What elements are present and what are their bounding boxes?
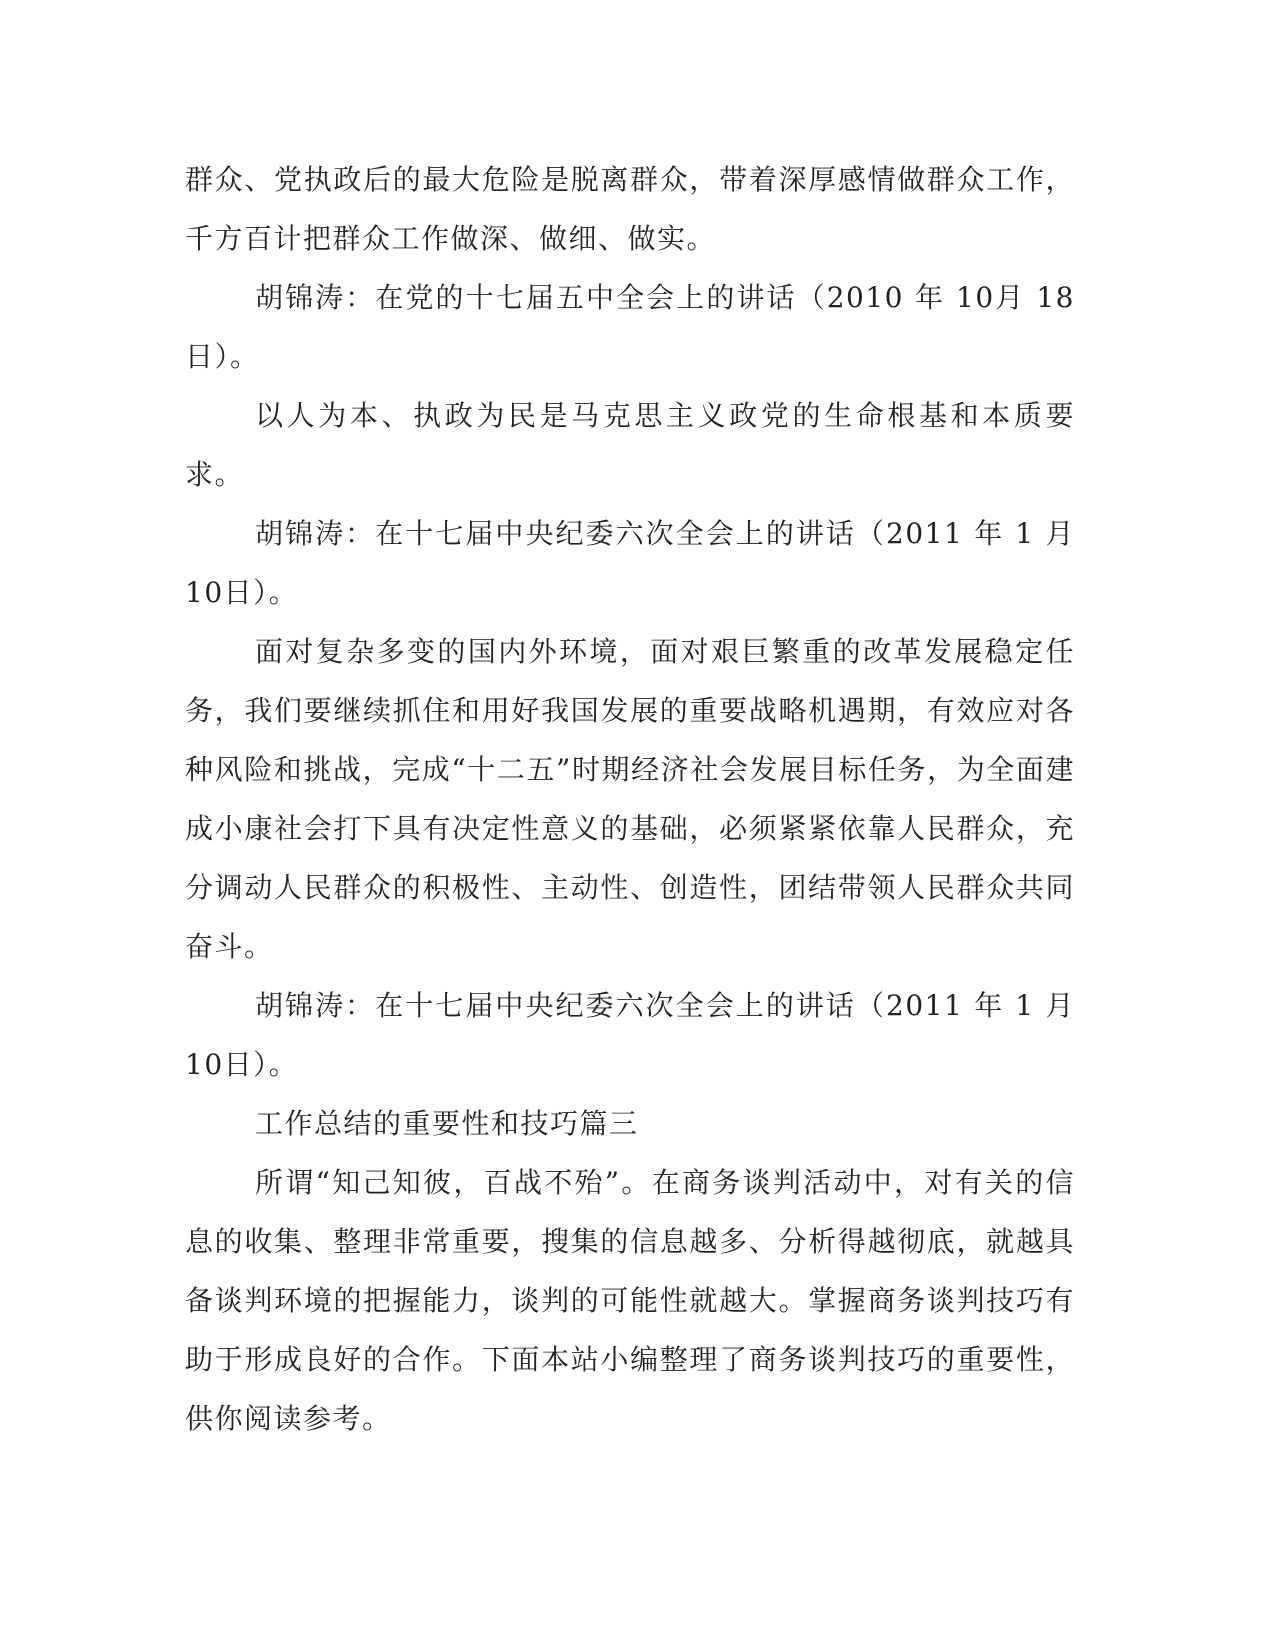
paragraph-1: 群众、党执政后的最大危险是脱离群众，带着深厚感情做群众工作，千方百计把群众工作做深、做细、做实。 [185,163,1075,255]
document-body [185,150,1086,1448]
paragraph-7: 所谓“知己知彼，百战不殆”。在商务谈判活动中，对有关的信息的收集、整理非常重要，搜集的信息越多、分析得越彻底，就越具备谈判环境的把握能力，谈判的可能性就越大。掌握商务谈判技巧有助于形成良好的合作。下面本站小编整理了商务谈判技巧的重要性，供你阅读参考。 [185,1166,1075,1435]
paragraph-5: 面对复杂多变的国内外环境，面对艰巨繁重的改革发展稳定任务，我们要继续抓住和用好我国发展的重要战略机遇期，有效应对各种风险和挑战，完成“十二五”时期经济社会发展目标任务，为全面建成小康社会打下具有决定性意义的基础，必须紧紧依靠人民群众，充分调动人民群众的积极性、主动性、创造性，团结带领人民群众共同奋斗。 [185,635,1075,963]
section-heading: 工作总结的重要性和技巧篇三 [255,1107,639,1140]
paragraph-6: 胡锦涛：在十七届中央纪委六次全会上的讲话（2011 年 1 月 10日）。 [185,989,1086,1081]
paragraph-2: 胡锦涛：在党的十七届五中全会上的讲话（2010 年 10月 18 日）。 [185,281,1086,373]
paragraph-3: 以人为本、执政为民是马克思主义政党的生命根基和本质要求。 [185,399,1075,491]
paragraph-4: 胡锦涛：在十七届中央纪委六次全会上的讲话（2011 年 1 月 10日）。 [185,517,1086,609]
